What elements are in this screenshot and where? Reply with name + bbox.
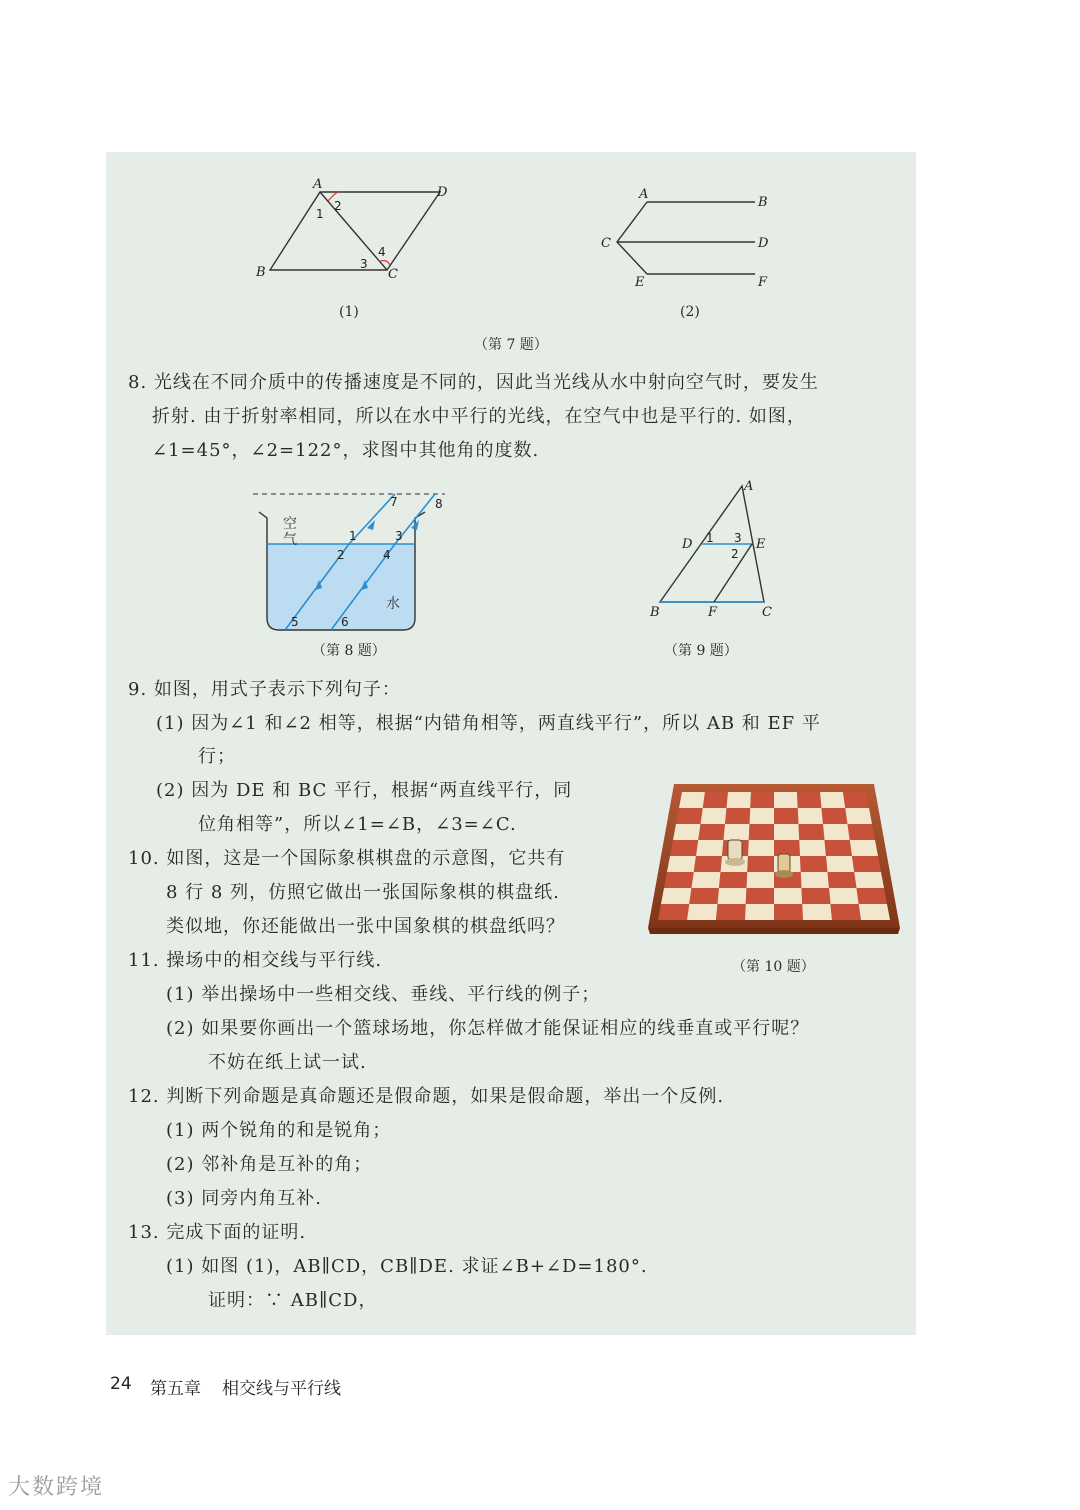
chessboard-square: [694, 856, 722, 872]
label-angle-8: 8: [435, 497, 443, 511]
q13-line-1: 13. 完成下面的证明.: [128, 1222, 307, 1243]
chapter-label: 第五章: [150, 1379, 201, 1399]
chessboard-square: [848, 824, 876, 840]
label-angle-2: 2: [337, 548, 345, 562]
figure-7-2-caption: (2): [680, 304, 700, 320]
q9-part2-line-2: 位角相等”，所以∠1=∠B，∠3=∠C.: [198, 814, 517, 835]
page-number: 24: [110, 1374, 132, 1394]
label-angle-1: 1: [349, 529, 357, 543]
label-D: D: [758, 236, 769, 251]
q9-part1-line-2: 行；: [198, 746, 236, 767]
diagonal-ac: [320, 192, 387, 270]
label-A: A: [313, 177, 323, 192]
chessboard-square: [797, 792, 822, 808]
chessboard-square: [845, 808, 872, 824]
label-angle-3: 3: [734, 531, 742, 545]
chessboard-square: [658, 904, 689, 920]
label-angle-1: 1: [706, 531, 714, 545]
watermark-text: 大数跨境: [8, 1475, 105, 1500]
label-angle-7: 7: [390, 495, 398, 509]
chessboard-square: [664, 872, 694, 888]
chessboard-square: [698, 824, 725, 840]
chessboard-square: [692, 872, 721, 888]
q13-part1: (1) 如图 (1)，AB∥CD，CB∥DE. 求证∠B+∠D=180°.: [166, 1256, 648, 1277]
label-B: B: [758, 195, 768, 210]
label-angle-5: 5: [291, 615, 299, 629]
broken-line-ace: [617, 202, 647, 274]
q9-line-1: 9. 如图，用式子表示下列句子：: [128, 679, 401, 700]
chessboard-square: [696, 840, 724, 856]
chessboard-square: [774, 808, 799, 824]
label-A: A: [639, 187, 649, 202]
label-water: 水: [386, 596, 400, 612]
q11-part2-line-2: 不妨在纸上试一试.: [208, 1052, 367, 1073]
q10-line-3: 类似地，你还能做出一张中国象棋的棋盘纸吗？: [166, 916, 565, 937]
label-A: A: [744, 479, 754, 494]
label-angle-4: 4: [383, 548, 391, 562]
chessboard-square: [716, 904, 746, 920]
figure-7-2: [595, 180, 785, 295]
chessboard-square: [724, 824, 750, 840]
figure-8-caption: （第 8 题）: [312, 643, 386, 659]
q11-line-1: 11. 操场中的相交线与平行线.: [128, 950, 383, 971]
chessboard-square: [747, 856, 774, 872]
chapter-title: 相交线与平行线: [222, 1379, 341, 1399]
chessboard-square: [854, 872, 884, 888]
figure-8: [245, 484, 455, 634]
chessboard-squares: [658, 792, 890, 920]
chessboard-square: [826, 856, 854, 872]
chessboard-square: [798, 808, 823, 824]
chessboard-square: [820, 792, 845, 808]
chessboard-square: [679, 792, 705, 808]
chessboard-square: [801, 872, 829, 888]
label-C: C: [388, 267, 398, 282]
chessboard-square: [857, 888, 888, 904]
label-angle-3: 3: [360, 257, 368, 271]
figure-9: [640, 474, 790, 624]
label-F: F: [758, 275, 768, 290]
chessboard-square: [661, 888, 692, 904]
chessboard-square: [719, 872, 747, 888]
chess-piece-pawn: [775, 854, 793, 878]
chessboard-square: [799, 824, 825, 840]
chessboard-square: [828, 872, 857, 888]
chessboard-square: [774, 792, 798, 808]
chessboard-square: [701, 808, 727, 824]
q9-part1-line-1: (1) 因为∠1 和∠2 相等，根据“内错角相等，两直线平行”，所以 AB 和 EF 平: [156, 713, 821, 734]
label-angle-6: 6: [341, 615, 349, 629]
q9-part2-line-1: (2) 因为 DE 和 BC 平行，根据“两直线平行，同: [156, 780, 573, 801]
chessboard-square: [825, 840, 853, 856]
chessboard-square: [850, 840, 878, 856]
q12-part1: (1) 两个锐角的和是锐角；: [166, 1120, 392, 1141]
label-B: B: [256, 265, 266, 280]
q8-line-3: ∠1=45°，∠2=122°，求图中其他角的度数.: [152, 440, 540, 461]
figure-10-caption: （第 10 题）: [732, 959, 815, 975]
chessboard-image: [648, 780, 900, 936]
watermark-logo: [8, 1470, 104, 1501]
chess-piece-king: [725, 840, 745, 866]
chessboard-square: [831, 904, 862, 920]
chessboard-square: [676, 808, 703, 824]
figure-7-1: [240, 170, 470, 300]
chessboard-square: [774, 824, 799, 840]
chessboard-square: [727, 792, 752, 808]
chessboard-square: [746, 888, 774, 904]
label-E: E: [756, 537, 766, 552]
q11-part2-line-1: (2) 如果要你画出一个篮球场地，你怎样做才能保证相应的线垂直或平行呢？: [166, 1018, 810, 1039]
chessboard-square: [725, 808, 750, 824]
figure-9-caption: （第 9 题）: [664, 643, 738, 659]
chessboard-square: [749, 824, 774, 840]
chessboard-square: [673, 824, 701, 840]
label-E: E: [635, 275, 645, 290]
chessboard-square: [750, 792, 774, 808]
chessboard-square: [670, 840, 698, 856]
chessboard-square: [829, 888, 859, 904]
chessboard-square: [667, 856, 696, 872]
label-angle-1: 1: [316, 207, 324, 221]
chessboard-square: [747, 872, 775, 888]
label-D: D: [437, 185, 448, 200]
chessboard-square: [822, 808, 848, 824]
parallelogram-abcd: [270, 192, 440, 270]
chessboard-edge: [648, 928, 900, 934]
chessboard-square: [859, 904, 890, 920]
chessboard-square: [687, 904, 718, 920]
q12-line-1: 12. 判断下列命题是真命题还是假命题，如果是假命题，举出一个反例.: [128, 1086, 725, 1107]
label-air-2: 气: [283, 532, 297, 548]
chessboard-square: [799, 840, 826, 856]
q8-line-2: 折射. 由于折射率相同，所以在水中平行的光线，在空气中也是平行的. 如图，: [152, 406, 806, 427]
label-air-1: 空: [283, 516, 297, 532]
figure-7-caption: （第 7 题）: [474, 337, 548, 353]
label-F: F: [708, 605, 718, 620]
label-angle-2: 2: [334, 199, 342, 213]
chessboard-square: [774, 888, 802, 904]
chessboard-square: [802, 904, 832, 920]
chessboard-square: [802, 888, 831, 904]
chessboard-square: [774, 904, 803, 920]
chessboard-square: [689, 888, 719, 904]
figure-7-1-caption: (1): [339, 304, 359, 320]
chessboard-square: [748, 840, 774, 856]
chessboard-square: [823, 824, 850, 840]
chessboard-square: [718, 888, 747, 904]
label-C: C: [762, 605, 772, 620]
chessboard-square: [843, 792, 869, 808]
q8-line-1: 8. 光线在不同介质中的传播速度是不同的，因此当光线从水中射向空气时，要发生: [128, 372, 819, 393]
chessboard-square: [703, 792, 728, 808]
q10-line-2: 8 行 8 列，仿照它做出一张国际象棋的棋盘纸.: [166, 882, 560, 903]
label-angle-4: 4: [378, 245, 386, 259]
label-C: C: [601, 236, 611, 251]
chessboard-square: [750, 808, 775, 824]
chessboard-square: [852, 856, 881, 872]
q10-line-1: 10. 如图，这是一个国际象棋棋盘的示意图，它共有: [128, 848, 566, 869]
q13-proof: 证明：∵ AB∥CD，: [208, 1290, 378, 1311]
label-D: D: [682, 537, 693, 552]
chessboard-square: [745, 904, 774, 920]
q11-part1: (1) 举出操场中一些相交线、垂线、平行线的例子；: [166, 984, 601, 1005]
label-angle-3: 3: [395, 529, 403, 543]
label-B: B: [650, 605, 660, 620]
label-angle-2: 2: [731, 547, 739, 561]
q12-part3: (3) 同旁内角互补.: [166, 1188, 322, 1209]
q12-part2: (2) 邻补角是互补的角；: [166, 1154, 373, 1175]
chessboard-square: [800, 856, 828, 872]
